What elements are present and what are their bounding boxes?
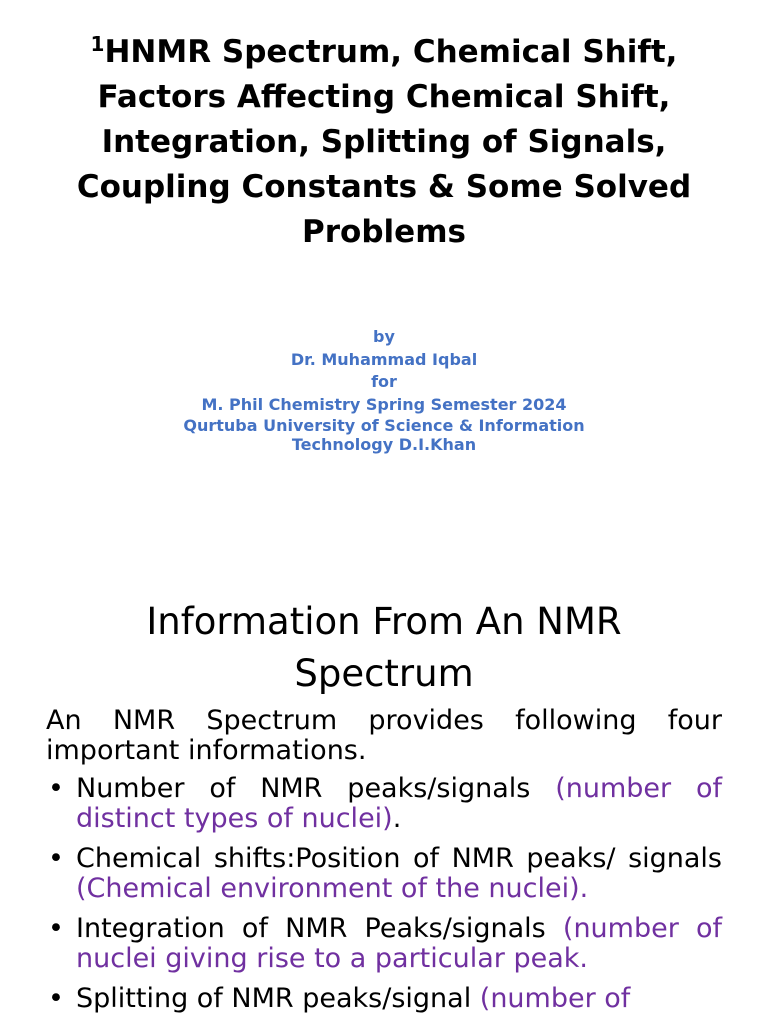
university-line-1: Qurtuba University of Science & Information — [183, 416, 585, 435]
bullet-icon: • — [48, 913, 64, 944]
intro-text: An NMR Spectrum provides following four important informations. — [46, 705, 722, 766]
slide-title — [40, 30, 728, 255]
bullet-icon: • — [48, 773, 64, 804]
title-line-2: Factors Affecting Chemical Shift, — [97, 79, 671, 115]
list-item — [46, 844, 722, 904]
university-line-2: Technology D.I.Khan — [291, 435, 477, 454]
info-list — [46, 774, 722, 1014]
slide-body — [46, 706, 722, 1024]
list-item-text: Integration of NMR Peaks/signals — [76, 913, 563, 944]
list-item-text: Chemical shifts:Position of NMR peaks/ signals — [76, 843, 722, 874]
list-item — [46, 774, 722, 834]
title-line-4: Coupling Constants & Some Solved — [76, 169, 692, 205]
course-name: M. Phil Chemistry Spring Semester 2024 — [201, 394, 567, 414]
list-item-note: (number of distinct types of nuclei) — [76, 773, 722, 834]
list-item — [46, 914, 722, 974]
list-item-text: Number of NMR peaks/signals — [76, 773, 556, 804]
list-item-note: (Chemical environment of the nuclei). — [76, 873, 589, 904]
author-block — [100, 326, 668, 454]
slide-heading — [60, 596, 708, 700]
list-item-note: (number of nuclei giving rise to a particular peak. — [76, 913, 722, 974]
heading-line-2: Spectrum — [294, 652, 474, 695]
for-label: for — [371, 372, 397, 391]
list-item-text: Splitting of NMR peaks/signal — [76, 983, 480, 1014]
author-name: Dr. Muhammad Iqbal — [290, 349, 478, 369]
title-line-1: HNMR Spectrum, Chemical Shift, — [104, 34, 678, 70]
bullet-icon: • — [48, 843, 64, 874]
list-item-note: (number of — [479, 983, 631, 1014]
content-slide — [0, 590, 768, 1024]
title-line-3: Integration, Splitting of Signals, — [101, 124, 667, 160]
heading-line-1: Information From An NMR — [146, 600, 622, 643]
list-item-tail: . — [392, 803, 402, 834]
title-line-5: Problems — [302, 214, 466, 250]
bullet-icon: • — [48, 983, 64, 1014]
by-label: by — [373, 327, 395, 346]
list-item — [46, 984, 722, 1014]
title-superscript: 1 — [90, 32, 105, 56]
